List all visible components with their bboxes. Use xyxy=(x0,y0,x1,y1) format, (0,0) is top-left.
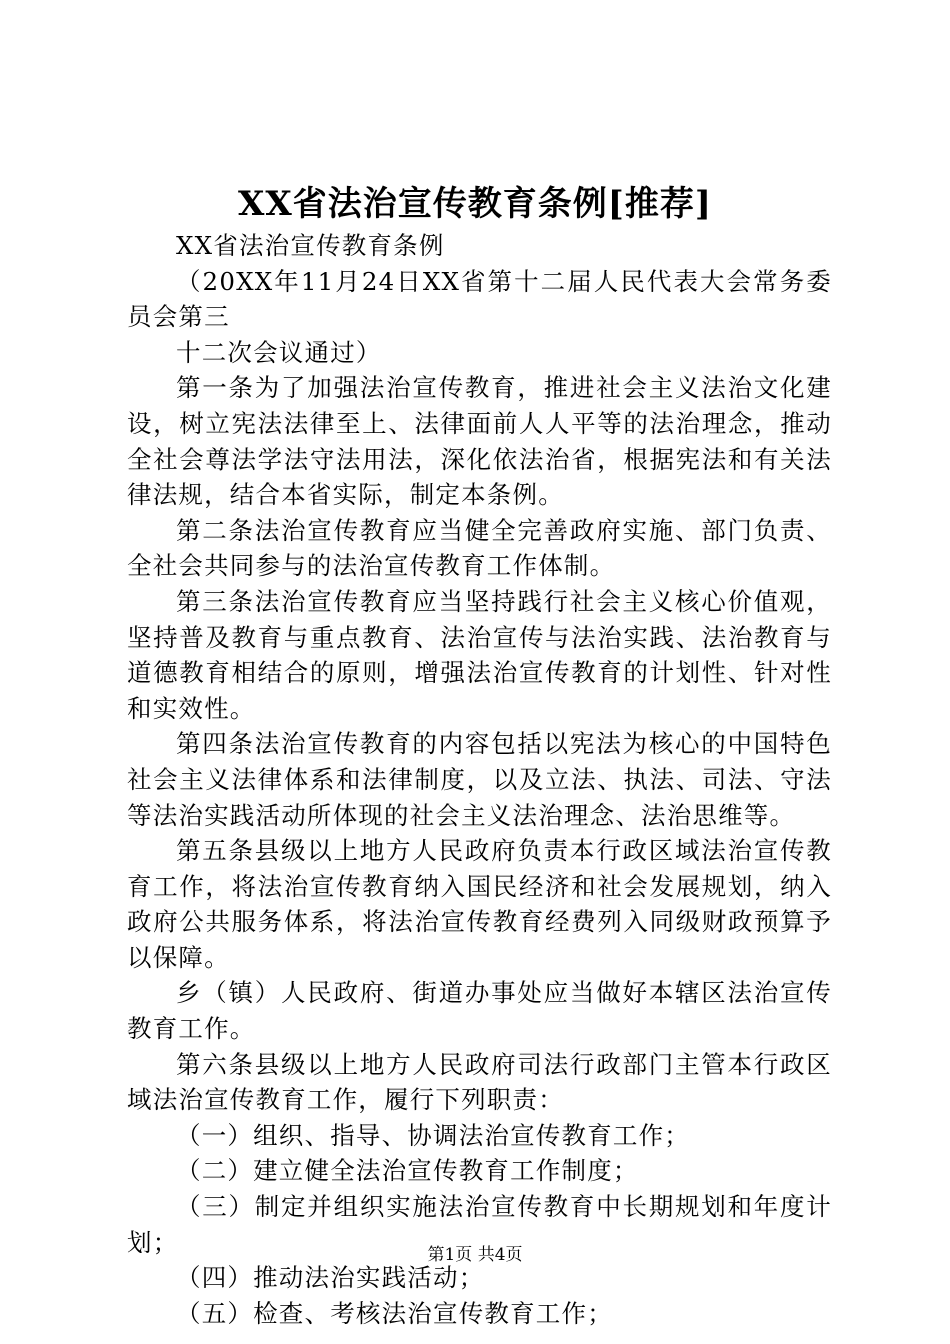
body-paragraph: 第一条为了加强法治宣传教育，推进社会主义法治文化建设，树立宪法法律至上、法律面前人人平等的法治理念，推动全社会尊法学法守法用法，深化依法治省，根据宪法和有关法律法规，结合本省实际，制定本条例。 xyxy=(127,373,832,510)
document-title: XX省法治宣传教育条例[推荐] xyxy=(238,184,712,224)
body-paragraph: （三）制定并组织实施法治宣传教育中长期规划和年度计划； xyxy=(127,1192,832,1257)
body-paragraph: （二）建立健全法治宣传教育工作制度； xyxy=(176,1156,639,1186)
body-paragraph: 第三条法治宣传教育应当坚持践行社会主义核心价值观，坚持普及教育与重点教育、法治宣传与法治实践、法治教育与道德教育相结合的原则，增强法治宣传教育的计划性、针对性和实效性。 xyxy=(127,586,832,723)
body-paragraph: 十二次会议通过） xyxy=(176,337,382,367)
body-paragraph: （一）组织、指导、协调法治宣传教育工作； xyxy=(176,1120,690,1150)
document-body xyxy=(127,228,832,1331)
body-paragraph: 第五条县级以上地方人民政府负责本行政区域法治宣传教育工作，将法治宣传教育纳入国民经济和社会发展规划，纳入政府公共服务体系，将法治宣传教育经费列入同级财政预算予以保障。 xyxy=(127,836,832,972)
body-paragraph: XX省法治宣传教育条例 xyxy=(176,231,445,260)
page-indicator: 第1页 共4页 xyxy=(427,1245,523,1265)
body-paragraph: 第二条法治宣传教育应当健全完善政府实施、部门负责、全社会共同参与的法治宣传教育工作体制。 xyxy=(127,515,832,581)
body-paragraph: （四）推动法治实践活动； xyxy=(176,1263,485,1293)
body-paragraph: （20XX年11月24日XX省第十二届人民代表大会常务委员会第三 xyxy=(127,266,832,332)
body-paragraph: 第四条法治宣传教育的内容包括以宪法为核心的中国特色社会主义法律体系和法律制度，以及立法、执法、司法、守法等法治实践活动所体现的社会主义法治理念、法治思维等。 xyxy=(127,729,832,830)
body-paragraph: （五）检查、考核法治宣传教育工作； xyxy=(176,1298,613,1328)
body-paragraph: 第六条县级以上地方人民政府司法行政部门主管本行政区域法治宣传教育工作，履行下列职责： xyxy=(127,1049,832,1115)
body-paragraph: 乡（镇）人民政府、街道办事处应当做好本辖区法治宣传教育工作。 xyxy=(127,978,832,1044)
